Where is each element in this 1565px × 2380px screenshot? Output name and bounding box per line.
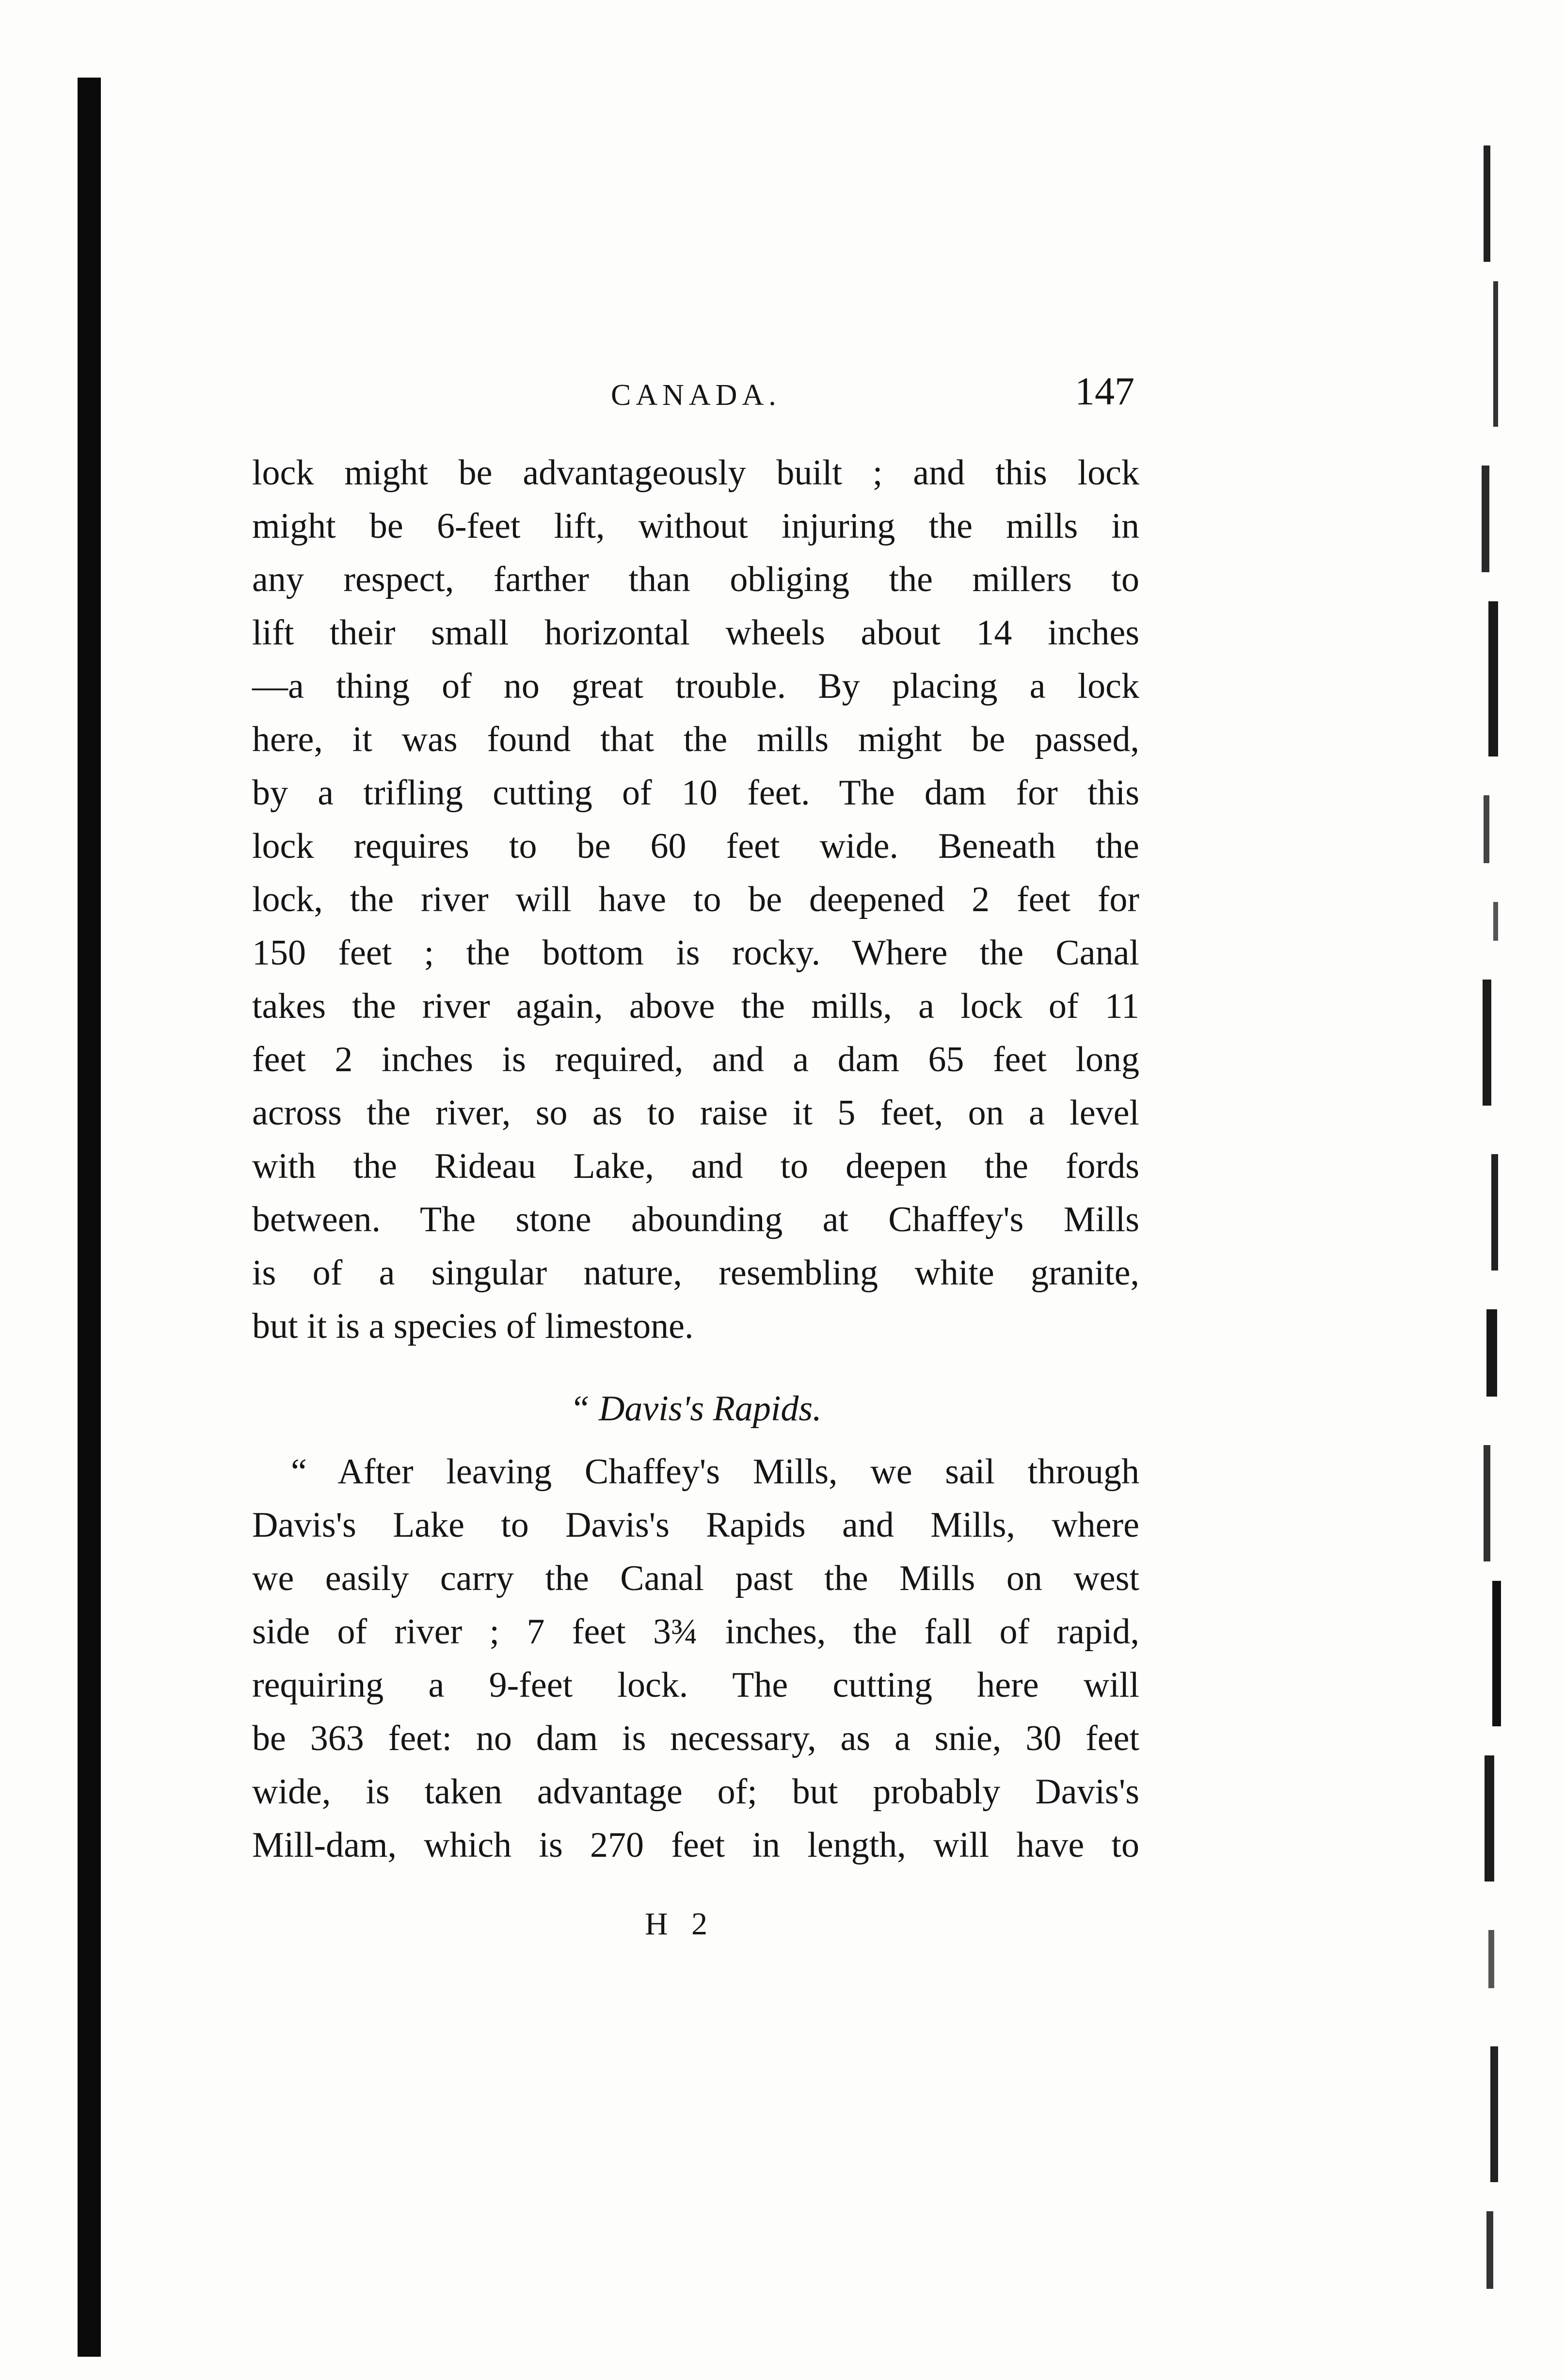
text-line: we easily carry the Canal past the Mills on west: [252, 1559, 1139, 1598]
text-line: between. The stone abounding at Chaffey's Mills: [252, 1200, 1139, 1239]
binding-edge: [78, 78, 101, 2357]
text-line: lock might be advantageously built ; and this lock: [252, 453, 1139, 493]
text-line: might be 6-feet lift, without injuring the mills in: [252, 506, 1139, 546]
text-line: lift their small horizontal wheels about 14 inches: [252, 613, 1139, 653]
paragraph-1: [252, 446, 1139, 1353]
text-line: is of a singular nature, resembling white granite,: [252, 1253, 1139, 1293]
body-text: [252, 446, 1139, 1872]
text-line: by a trifling cutting of 10 feet. The dam for this: [252, 773, 1139, 813]
text-line: with the Rideau Lake, and to deepen the fords: [252, 1146, 1139, 1186]
text-line: takes the river again, above the mills, a lock of 11: [252, 986, 1139, 1026]
paragraph-2: [252, 1445, 1139, 1872]
page-header: [252, 369, 1144, 427]
text-line: be 363 feet: no dam is necessary, as a snie, 30 feet: [252, 1719, 1139, 1758]
text-line: Mill-dam, which is 270 feet in length, will have to: [252, 1825, 1139, 1865]
text-line: —a thing of no great trouble. By placing a lock: [252, 666, 1139, 706]
text-line: requiring a 9-feet lock. The cutting here will: [252, 1665, 1139, 1705]
bleed-through-marks: [1454, 126, 1551, 2308]
section-heading: “ Davis's Rapids.: [570, 1389, 822, 1429]
running-title: CANADA.: [611, 379, 781, 412]
signature-mark: H 2: [645, 1906, 716, 1942]
page-number: 147: [1075, 369, 1134, 413]
text-line: feet 2 inches is required, and a dam 65 feet long: [252, 1040, 1139, 1079]
text-line: any respect, farther than obliging the millers to: [252, 560, 1139, 599]
text-line: wide, is taken advantage of; but probably Davis's: [252, 1772, 1139, 1812]
text-line: Davis's Lake to Davis's Rapids and Mills, where: [252, 1505, 1139, 1545]
text-line: lock, the river will have to be deepened 2 feet for: [252, 880, 1139, 919]
edge-marks-graphic: [1454, 126, 1551, 2308]
text-line: here, it was found that the mills might be passed,: [252, 720, 1139, 759]
text-line: across the river, so as to raise it 5 feet, on a level: [252, 1093, 1139, 1133]
text-line: side of river ; 7 feet 3¾ inches, the fall of rapid,: [252, 1612, 1139, 1652]
text-line: 150 feet ; the bottom is rocky. Where the Canal: [252, 933, 1139, 973]
text-line: but it is a species of limestone.: [252, 1306, 694, 1346]
text-line: “ After leaving Chaffey's Mills, we sail through: [291, 1452, 1139, 1492]
text-line: lock requires to be 60 feet wide. Beneath the: [252, 826, 1139, 866]
